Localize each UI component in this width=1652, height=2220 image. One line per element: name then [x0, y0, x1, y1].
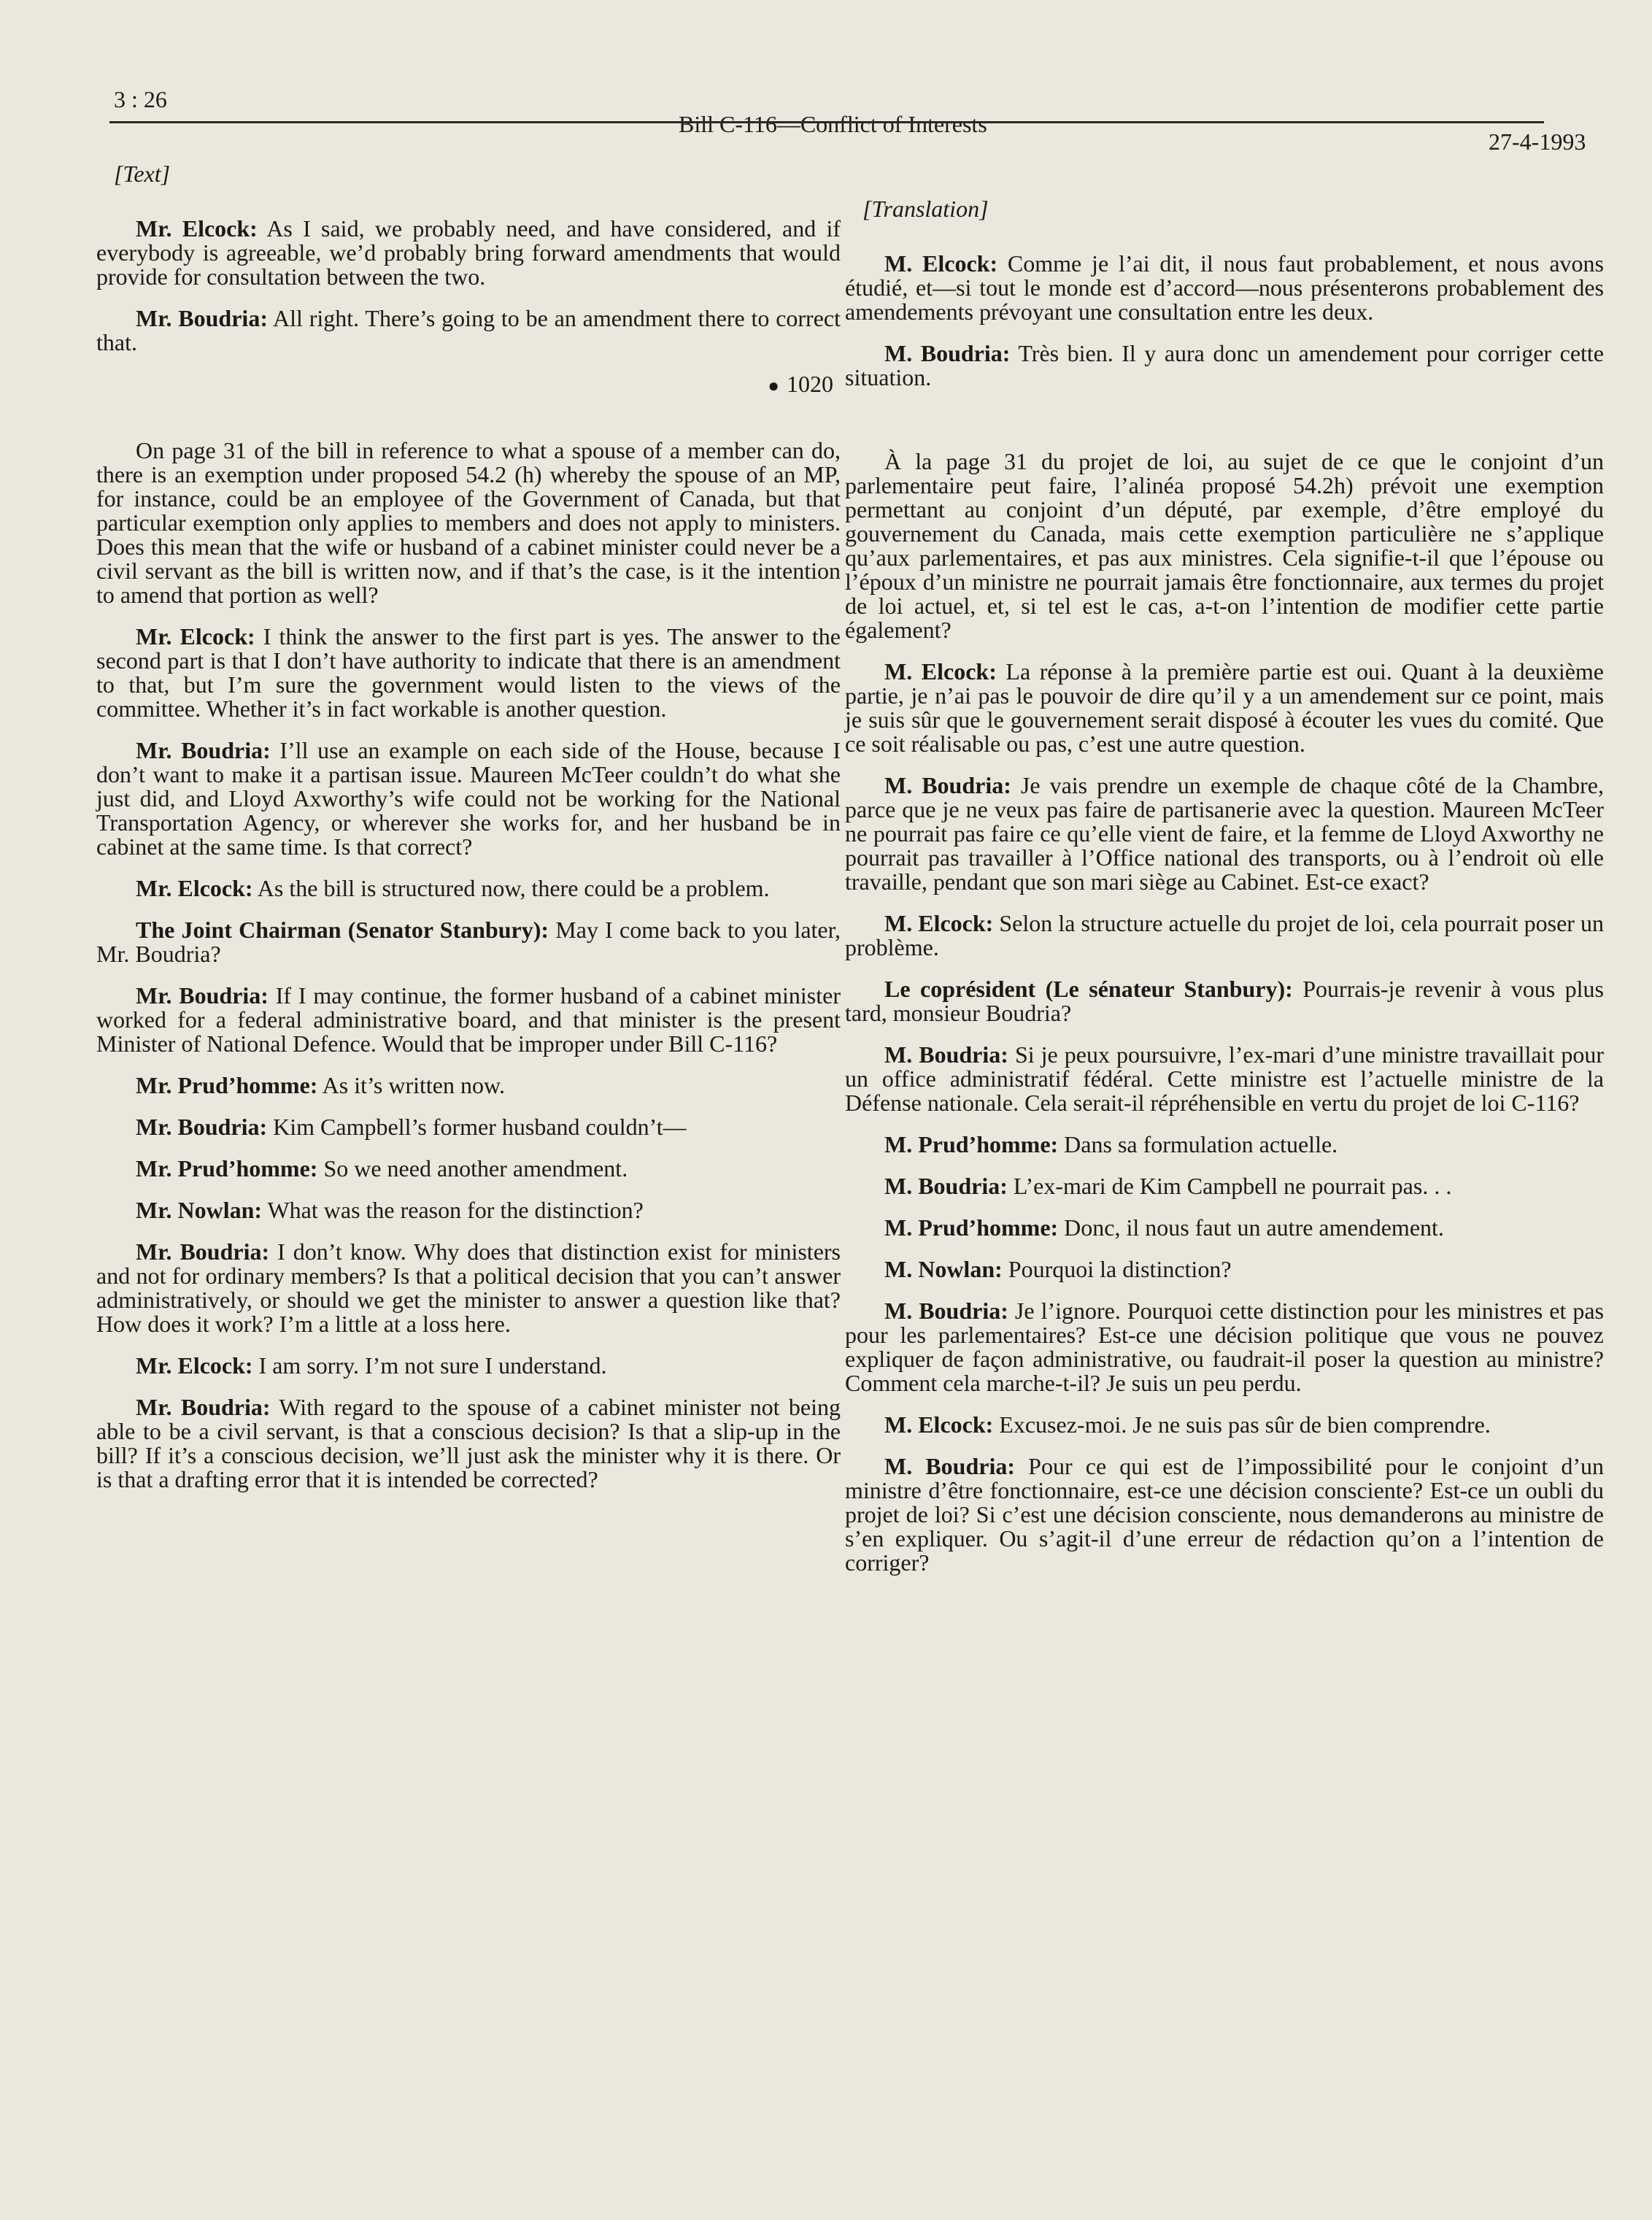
paragraph [845, 1413, 1604, 1437]
speech-text: As it’s written now. [317, 1072, 506, 1098]
paragraph [96, 918, 841, 966]
speaker-name: M. Prud’homme: [884, 1131, 1059, 1157]
speaker-name: Mr. Elcock: [136, 1352, 253, 1379]
paragraph [96, 1198, 841, 1222]
speaker-name: The Joint Chairman (Senator Stanbury): [136, 917, 549, 943]
paragraph [845, 1299, 1604, 1395]
speaker-name: M. Elcock: [884, 250, 998, 277]
paragraph [96, 1240, 841, 1336]
speaker-name: M. Boudria: [884, 1041, 1008, 1068]
time-marker [96, 372, 841, 398]
speech-text: Je l’ignore. Pourquoi cette distinction pour les ministres et pas pour les parlementaires? Est-ce une décision politique que vous ne pouvez expliquer de façon administrative, ou faudrait-il poser la question au ministre? Comment cela marche-t-il? Je suis un peu perdu. [845, 1298, 1605, 1396]
speech-text: May I come back to you later, Mr. Boudria? [96, 917, 841, 967]
speaker-name: Mr. Elcock: [136, 215, 258, 242]
speech-text: Je vais prendre un exemple de chaque côté de la Chambre, parce que je ne veux pas faire de partisanerie avec la question. Maureen McTeer ne pourrait pas faire ce qu’elle vient de faire, et la femme de Lloyd Axworthy ne pourrait pas travailler à l’Office national des transports, ou à l’endroit où elle travaille, pendant que son mari siège au Cabinet. Est-ce exact? [845, 772, 1605, 895]
speaker-name: Mr. Boudria: [136, 1394, 271, 1420]
speech-text: La réponse à la première partie est oui. Quant à la deuxième partie, je n’ai pas le pouvoir de dire qu’il y a un amendement sur ce point, mais je suis sûr que le gouvernement serait disposé à écouter les vues du comité. Que ce soit réalisable ou pas, c’est une autre question. [845, 658, 1605, 757]
paragraph [845, 660, 1604, 756]
paragraph [845, 1454, 1604, 1575]
bullet-icon: ● [768, 375, 779, 396]
page-title: Bill C-116—Conflict of Interests [679, 111, 987, 137]
paragraph [96, 1115, 841, 1139]
speech-text: All right. There’s going to be an amendment there to correct that. [96, 305, 841, 355]
speech-text: Excusez-moi. Je ne suis pas sûr de bien comprendre. [993, 1411, 1491, 1438]
paragraph [96, 439, 841, 607]
french-column [845, 197, 1604, 1592]
paragraph [96, 984, 841, 1056]
speech-text: Très bien. Il y aura donc un amendement pour corriger cette situation. [845, 340, 1605, 390]
speaker-name: Mr. Boudria: [136, 737, 271, 763]
speaker-name: M. Boudria: [884, 1453, 1016, 1479]
speaker-name: M. Elcock: [884, 658, 997, 685]
english-column [96, 162, 841, 1509]
speaker-name: Mr. Elcock: [136, 623, 255, 650]
speaker-name: M. Boudria: [884, 1173, 1008, 1199]
speaker-name: M. Boudria: [884, 340, 1011, 366]
speaker-name: Mr. Boudria: [136, 1238, 270, 1265]
speech-text: L’ex-mari de Kim Campbell ne pourrait pas. . . [1007, 1173, 1452, 1199]
paragraph [845, 1043, 1604, 1115]
paragraph [845, 450, 1604, 642]
speech-text: With regard to the spouse of a cabinet minister not being able to be a civil servant, is that a conscious decision? Is that a slip-up in the bill? If it’s a conscious decision, we’ll just ask the minister why it is there. Or is that a drafting error that it is intended be corrected? [96, 1394, 841, 1492]
paragraph [96, 1157, 841, 1181]
speech-text: As I said, we probably need, and have considered, and if everybody is agreeable, we’d probably bring forward amendments that would provide for consultation between the two. [96, 215, 841, 290]
page-number: 3 : 26 [114, 86, 167, 112]
text-label: [Text] [114, 161, 171, 187]
speech-text: I don’t know. Why does that distinction exist for ministers and not for ordinary members? Is that a political decision that you can’t answer administratively, or should we get the minister to answer a question like that? How does it work? I’m a little at a loss here. [96, 1238, 841, 1337]
speaker-name: Mr. Nowlan: [136, 1197, 263, 1223]
speaker-name: Mr. Boudria: [136, 982, 269, 1009]
paragraph [96, 217, 841, 289]
paragraph [845, 252, 1604, 324]
paragraph [845, 1257, 1604, 1281]
speech-text: Donc, il nous faut un autre amendement. [1058, 1214, 1444, 1241]
speech-text: Comme je l’ai dit, il nous faut probablement, et nous avons étudié, et—si tout le monde est d’accord—nous présenterons probablement des amendements prévoyant une consultation entre les deux. [845, 250, 1605, 325]
speaker-name: Mr. Boudria: [136, 305, 268, 331]
paragraph [96, 876, 841, 901]
paragraph [96, 1354, 841, 1378]
paragraph [96, 739, 841, 859]
paragraph [845, 911, 1604, 960]
paragraph [845, 1216, 1604, 1240]
header-rule [109, 121, 1544, 123]
paragraph [96, 1395, 841, 1492]
speech-text: I think the answer to the first part is yes. The answer to the second part is that I don’t have authority to indicate that there is an amendment to that, but I’m sure the government would listen to the views of the committee. Whether it’s in fact workable is another question. [96, 623, 841, 722]
paragraph [96, 1074, 841, 1098]
speaker-name: Mr. Prud’homme: [136, 1155, 318, 1182]
speaker-name: M. Boudria: [884, 772, 1011, 798]
marker-spacer [845, 407, 1604, 450]
paragraph [845, 1174, 1604, 1198]
page-date: 27-4-1993 [1489, 128, 1586, 155]
paragraph [845, 774, 1604, 894]
paragraph [845, 342, 1604, 390]
speech-text: I am sorry. I’m not sure I understand. [252, 1352, 607, 1379]
speaker-name: M. Prud’homme: [884, 1214, 1059, 1241]
speech-text: Pourrais-je revenir à vous plus tard, monsieur Boudria? [845, 976, 1604, 1026]
speech-text: So we need another amendment. [317, 1155, 628, 1182]
speaker-name: Mr. Boudria: [136, 1114, 268, 1140]
speech-text: As the bill is structured now, there could be a problem. [252, 875, 770, 901]
speech-text: Kim Campbell’s former husband couldn’t— [267, 1114, 687, 1140]
speaker-name: Mr. Elcock: [136, 875, 253, 901]
speech-text: Selon la structure actuelle du projet de loi, cela pourrait poser un problème. [845, 910, 1605, 960]
speaker-name: M. Elcock: [884, 910, 994, 936]
speaker-name: M. Boudria: [884, 1298, 1008, 1324]
speech-text: Dans sa formulation actuelle. [1058, 1131, 1338, 1157]
speech-text: Pour ce qui est de l’impossibilité pour le conjoint d’un ministre d’être fonctionnaire, est-ce une décision consciente? Est-ce un oubli du projet de loi? Si c’est une décision consciente, nous demanderons au ministre de s’en expliquer. Ou s’agit-il d’une erreur de rédaction qu’on a l’intention de corriger? [845, 1453, 1605, 1576]
speech-text: If I may continue, the former husband of a cabinet minister worked for a federal administrative board, and that minister is the present Minister of National Defence. Would that be improper under Bill C-116? [96, 982, 841, 1057]
speaker-name: M. Nowlan: [884, 1256, 1003, 1282]
speech-text: On page 31 of the bill in reference to what a spouse of a member can do, there is an exemption under proposed 54.2 (h) whereby the spouse of an MP, for instance, could be an employee of the Government of Canada, but that particular exemption only applies to members and does not apply to ministers. Does this mean that the wife or husband of a cabinet minister could never be a civil servant as the bill is written now, and if that’s the case, is it the intention to amend that portion as well? [96, 437, 841, 608]
time-marker-value: 1020 [787, 371, 833, 397]
paragraph [845, 977, 1604, 1025]
speech-text: Si je peux poursuivre, l’ex-mari d’une ministre travaillait pour un office administratif fédéral. Cette ministre est l’actuelle ministre de la Défense nationale. Cela serait-il répréhensible en vertu du projet de loi C-116? [845, 1041, 1605, 1116]
speech-text: À la page 31 du projet de loi, au sujet de ce que le conjoint d’un parlementaire peut faire, l’alinéa proposé 54.2h) prévoit une exemption permettant au conjoint d’un député, par exemple, d’être employé du gouvernement du Canada, mais cette exemption particulière ne s’applique qu’aux parlementaires, et pas aux ministres. Cela signifie-t-il que l’épouse ou l’époux d’un ministre ne pourrait jamais être fonctionnaire, aux termes du projet de loi actuel, et, si tel est le cas, a-t-on l’intention de modifier cette partie également? [845, 448, 1604, 643]
speaker-name: Le coprésident (Le sénateur Stanbury): [884, 976, 1293, 1002]
speech-text: Pourquoi la distinction? [1002, 1256, 1232, 1282]
speaker-name: M. Elcock: [884, 1411, 994, 1438]
speech-text: I’ll use an example on each side of the House, because I don’t want to make it a partisan issue. Maureen McTeer couldn’t do what she just did, and Lloyd Axworthy’s wife could not be working for the National Transportation Agency, or wherever she works for, and her husband be in cabinet at the same time. Is that correct? [96, 737, 841, 860]
speech-text: What was the reason for the distinction? [262, 1197, 644, 1223]
speaker-name: Mr. Prud’homme: [136, 1072, 318, 1098]
paragraph [96, 625, 841, 721]
paragraph [845, 1133, 1604, 1157]
translation-label: [Translation] [862, 196, 989, 222]
paragraph [96, 307, 841, 355]
